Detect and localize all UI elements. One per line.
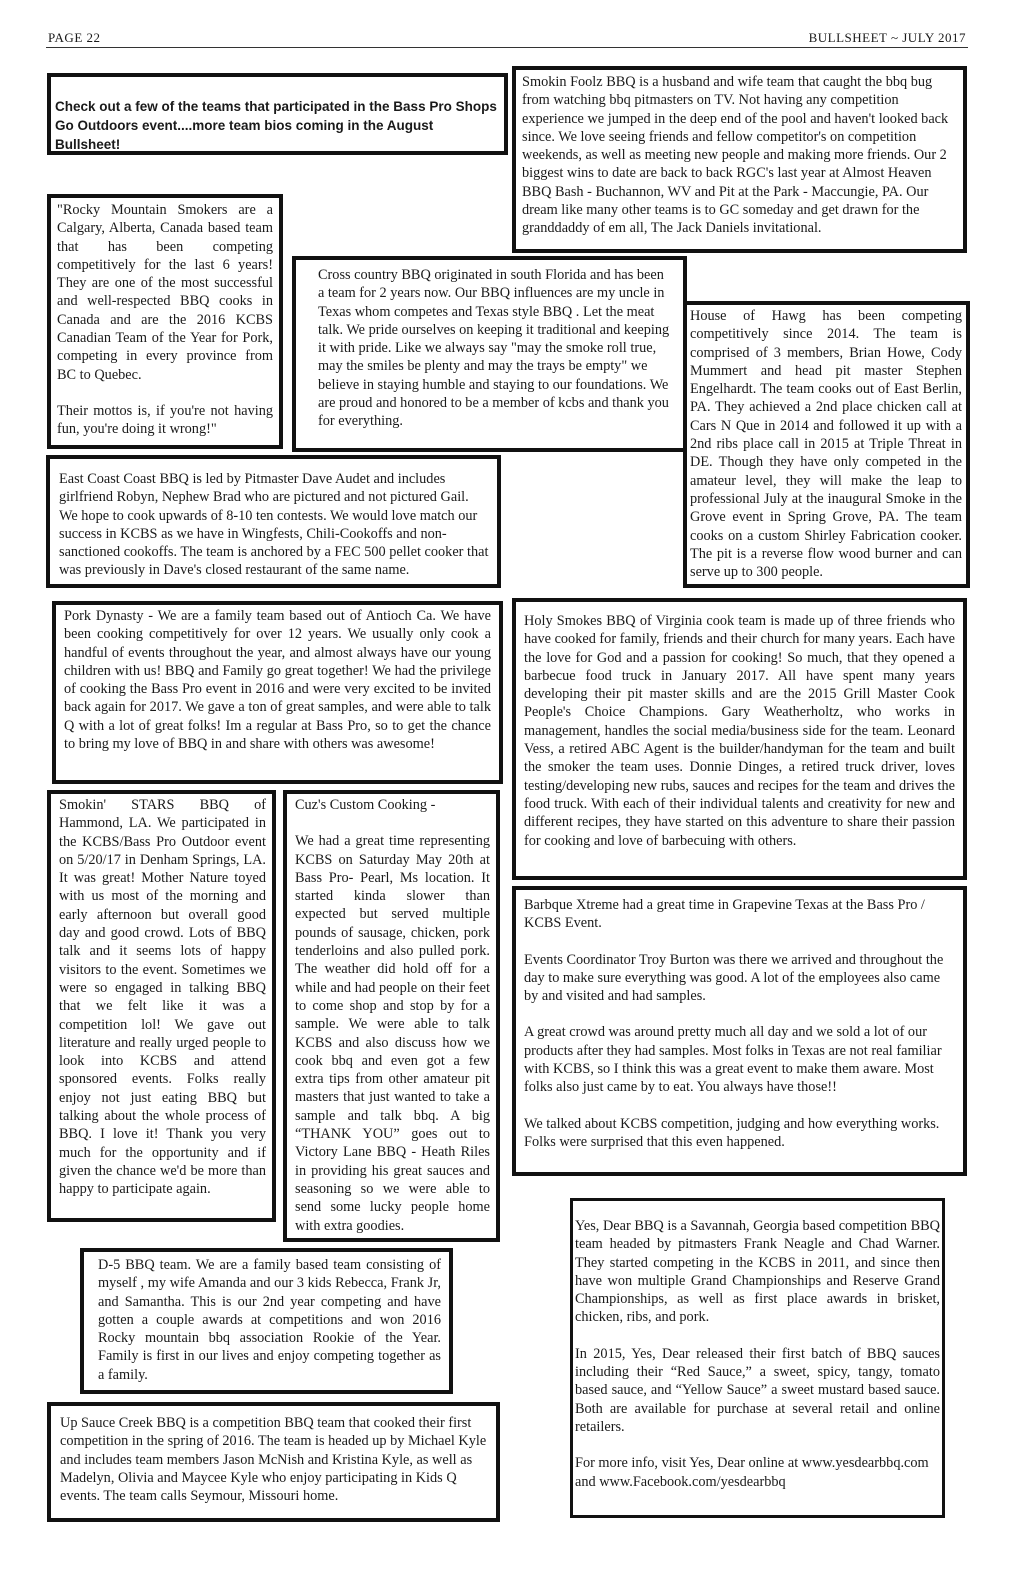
bio-smokin-foolz-text: Smokin Foolz BBQ is a husband and wife team that caught the bbq bug from watching bbq pitmasters on TV. Not having any competition experience we jumped in the deep end of the pool and haven't looked back since. We love seeing friends and fellow competitor's on competition weekends, as well as meeting new people and making more friends. Our 2 biggest wins to date are back to back RGC's last year at Almost Heaven BBQ Bash - Buchannon, WV and Pit at the Park - Maccungie, PA. Our dream like many other teams is to GC someday and get drawn for the granddaddy of em all, The Jack Daniels invitational.: [522, 74, 949, 237]
bio-yes-dear-text-2: In 2015, Yes, Dear released their first batch of BBQ sauces including their “Red Sauce,” a sweet, spicy, tangy, tomato based sauce, and “Yellow Sauce” a sweet mustard based sauce. Both are available for purchase at several retail and online retailers.: [575, 1345, 940, 1435]
bio-d5: [80, 1248, 453, 1394]
bio-rocky-mountain-text-2: Their mottos is, if you're not having fun, you're doing it wrong!": [57, 402, 273, 438]
bio-d5-text: D-5 BBQ team. We are a family based team consisting of myself , my wife Amanda and our 3 kids Rebecca, Frank Jr, and Samantha. This is our 2nd year competing and have gotten a couple awards at competitions and won 2016 Rocky mountain bbq association Rookie of the Year. Family is first in our lives and enjoy competing together as a family.: [98, 1257, 441, 1383]
intro-box: [47, 73, 508, 155]
bio-barbque-xtreme-text-2: Events Coordinator Troy Burton was there we arrived and throughout the day to make sure everything was good. A lot of the employees also came by and visited and had samples.: [524, 951, 944, 1005]
bio-yes-dear-text-1: Yes, Dear BBQ is a Savannah, Georgia based competition BBQ team headed by pitmasters Frank Neagle and Chad Warner. They started competing in the KCBS in 2011, and since then have won multiple Grand Championships and Reserve Grand Championships, as well as first place awards in brisket, chicken, ribs, and pork.: [575, 1218, 940, 1326]
issue-title: BULLSHEET ~ JULY 2017: [808, 30, 966, 45]
bio-yes-dear-text-3: For more info, visit Yes, Dear online at www.yesdearbbq.com and www.Facebook.com/yesdearbbq: [575, 1455, 929, 1490]
bio-smokin-stars-text: Smokin' STARS BBQ of Hammond, LA. We participated in the KCBS/Bass Pro Outdoor event on 5/20/17 in Denham Springs, LA. It was great! Mother Nature toyed with us most of the morning and early afternoon but overall good day and good crowd. Lots of BBQ talk and it seems lots of happy visitors to the event. Sometimes we were so engaged in talking BBQ that we felt like it was a competition lol! We gave out literature and really urged people to look into KCBS and attend sponsored events. Folks really enjoy not just eating BBQ but talking about the whole process of BBQ. I love it! Thank you very much for the opportunity and if given the chance we'd be more than happy to participate again.: [59, 797, 266, 1198]
bio-pork-dynasty-text: Pork Dynasty - We are a family team based out of Antioch Ca. We have been cooking competitively for over 12 years. We usually only cook a handful of events throughout the year, and almost always have our young children with us! BBQ and Family go great together! We had the privilege of cooking the Bass Pro event in 2016 and were very excited to be invited back again for 2017. We gave a ton of great samples, and were able to talk Q with a lot of great folks! Im a regular at Bass Pro, so to get the chance to bring my love of BBQ in and share with others was awesome!: [64, 608, 491, 753]
bio-house-of-hawg-text: House of Hawg has been competing competitively since 2014. The team is comprised of 3 members, Brian Howe, Cody Mummert and head pit master Stephen Engelhardt. The team cooks out of East Berlin, PA. They achieved a 2nd place chicken call at Cars N Que in 2014 and followed it up with a 2nd ribs place call in 2015 at Triple Threat in DE. Though they have only competed in the amateur level, they will make the leap to professional July at the inaugural Smoke in the Grove event in Spring Grove, PA. The team cooks on a custom Shirley Fabrication cooker. The pit is a reverse flow wood burner and can serve up to 300 people.: [690, 308, 962, 581]
bio-up-sauce-creek: [47, 1402, 500, 1522]
bio-smokin-foolz: [512, 66, 967, 253]
bio-rocky-mountain: [47, 194, 283, 449]
bio-pork-dynasty: [52, 601, 503, 784]
bio-smokin-stars: [47, 790, 276, 1222]
intro-text: Check out a few of the teams that participated in the Bass Pro Shops Go Outdoors event....more team bios coming in the August Bullsheet!: [55, 99, 497, 152]
bio-house-of-hawg: [683, 301, 970, 588]
bio-yes-dear: [570, 1198, 945, 1518]
bio-barbque-xtreme-text-3: A great crowd was around pretty much all day and we sold a lot of our products after they had samples. Most folks in Texas are not real familiar with KCBS, so I think this was a great event to make them aware. Most folks also just came by to eat. You always have those!!: [524, 1024, 942, 1096]
page-number: PAGE 22: [48, 30, 101, 45]
bio-holy-smokes: [512, 598, 967, 880]
bio-cuz-custom-title: Cuz's Custom Cooking -: [295, 797, 436, 813]
bio-cross-country: [292, 256, 687, 452]
bio-cross-country-text: Cross country BBQ originated in south Florida and has been a team for 2 years now. Our BBQ influences are my uncle in Texas whom competes and Texas style BBQ . Let the meat talk. We pride ourselves on keeping it traditional and keeping it with pride. Like we always say "may the smoke roll true, may the smiles be plenty and may the trays be empty" we believe in staying humble and staying to our foundations. We are proud and honored to be a member of kcbs and thank you for everything.: [318, 267, 670, 430]
bio-cuz-custom-text: We had a great time representing KCBS on Saturday May 20th at Bass Pro- Pearl, Ms location. It started kinda slower than expected but served multiple pounds of sausage, chicken, pork tenderloins and also pulled pork. The weather did hold off for a while and had people on their feet to come shop and stop by for a sample. We were able to talk KCBS and also discuss how we cook bbq and even got a few extra tips from other amateur pit masters that just wanted to take a sample and talk bbq. A big “THANK YOU” goes out to Victory Lane BBQ - Heath Riles in providing his great sauces and seasoning so we were able to send some lucky people home with extra goodies.: [295, 833, 490, 1234]
bio-rocky-mountain-text-1: "Rocky Mountain Smokers are a Calgary, Alberta, Canada based team that has been competing competitively for the last 6 years! They are one of the most successful and well-respected BBQ cooks in Canada and are the 2016 KCBS Canadian Team of the Year for Pork, competing in every province from BC to Quebec.: [57, 202, 273, 383]
bio-holy-smokes-text: Holy Smokes BBQ of Virginia cook team is made up of three friends who have cooked for family, friends and their church for many years. Each have the love for God and a passion for cooking! So much, that they opened a barbecue food truck in January 2017. All have spent many years developing their pit master skills and are the 2015 Grill Master Cook People's Choice Champions. Gary Weatherholtz, who works in management, handles the social media/business side for the team. Leonard Vess, a retired ABC Agent is the builder/handyman for the team and built the smoker the team uses. Donnie Dinges, a retired truck driver, loves testing/developing new rubs, sauces and recipes for the team and drives the food truck. With each of their individual talents and creativity for new and different recipes, they have started on this adventure to share their passion for cooking and love of barbecuing with others.: [524, 613, 955, 849]
header-rule: [46, 47, 968, 48]
bio-cuz-custom: [283, 790, 500, 1242]
bio-east-coast-text: East Coast Coast BBQ is led by Pitmaster Dave Audet and includes girlfriend Robyn, Nephew Brad who are pictured and not pictured Gail. We hope to cook upwards of 8-10 ten contests. We would love match our success in KCBS as we have in Wingfests, Chili-Cookoffs and non-sanctioned cookoffs. The team is anchored by a FEC 500 pellet cooker that was previously in Dave's closed restaurant of the same name.: [59, 471, 489, 579]
bio-east-coast: [46, 455, 501, 588]
bio-barbque-xtreme-text-1: Barbque Xtreme had a great time in Grapevine Texas at the Bass Pro / KCBS Event.: [524, 897, 925, 932]
bio-barbque-xtreme: [512, 886, 967, 1176]
bio-barbque-xtreme-text-4: We talked about KCBS competition, judging and how everything works. Folks were surprised that this even happened.: [524, 1115, 940, 1150]
bio-up-sauce-creek-text: Up Sauce Creek BBQ is a competition BBQ team that cooked their first competition in the spring of 2016. The team is headed up by Michael Kyle and includes team members Jason McNish and Kristina Kyle, as well as Madelyn, Olivia and Maycee Kyle who enjoy participating in Kids Q events. The team calls Seymour, Missouri home.: [60, 1415, 487, 1505]
